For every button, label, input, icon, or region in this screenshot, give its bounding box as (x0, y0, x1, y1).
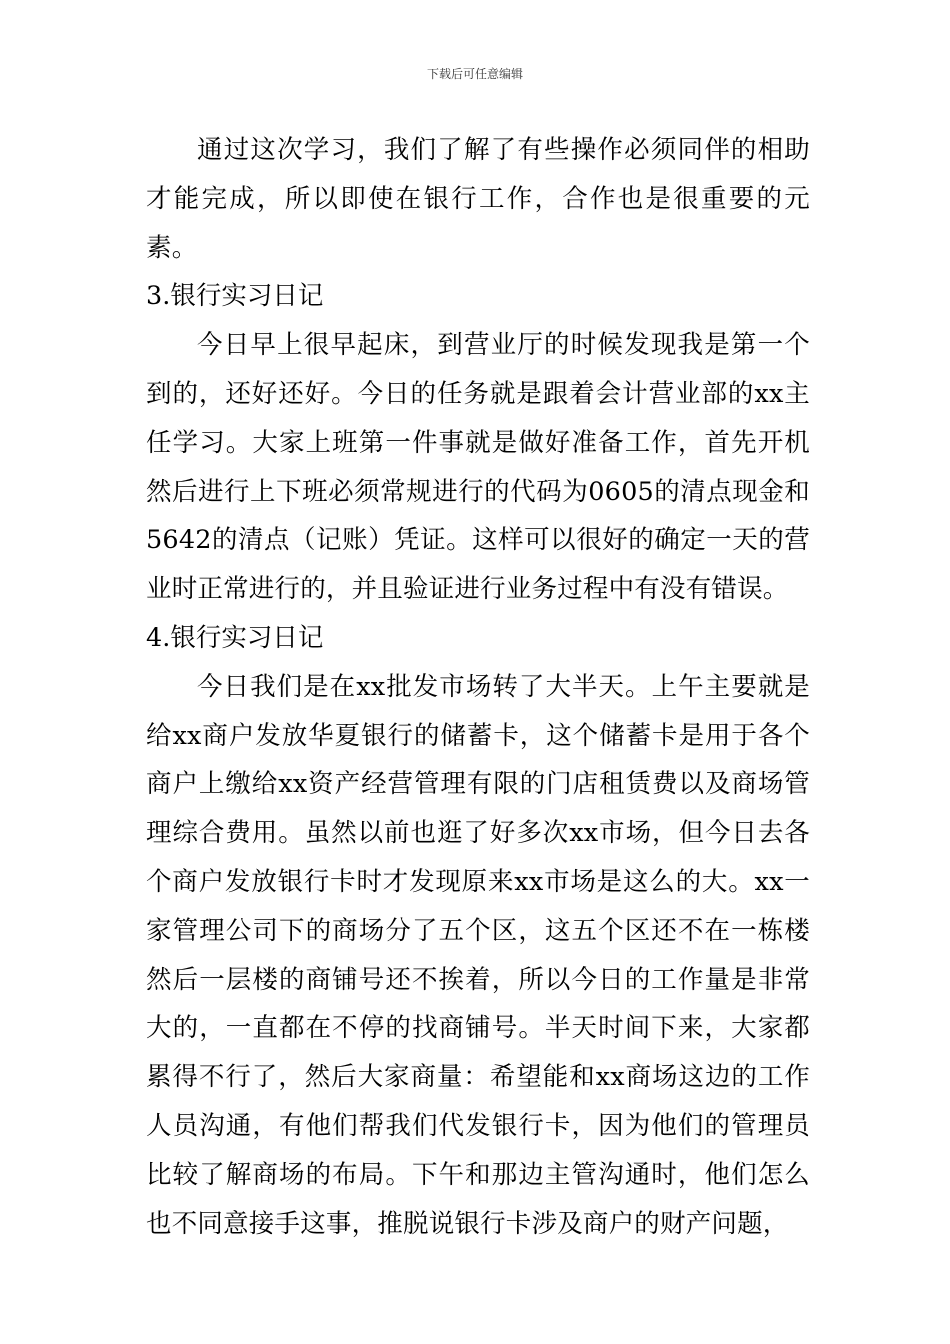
paragraph-cooperation: 通过这次学习，我们了解了有些操作必须同伴的相助才能完成，所以即使在银行工作，合作也是很重要的元素。 (146, 135, 810, 263)
section-heading-3: 3.银行实习日记 (146, 281, 324, 312)
page-header: 下载后可任意编辑 (426, 67, 523, 81)
paragraph-day4: 今日我们是在xx批发市场转了大半天。上午主要就是给xx商户发放华夏银行的储蓄卡，这个储蓄卡是用于各个商户上缴给xx资产经营管理有限的门店租赁费以及商场管理综合费用。虽然以前也逛了好多次xx市场，但今日去各个商户发放银行卡时才发现原来xx市场是这么的大。xx一家管理公司下的商场分了五个区，这五个区还不在一栋楼然后一层楼的商铺号还不挨着，所以今日的工作量是非常大的，一直都在不停的找商铺号。半天时间下来，大家都累得不行了，然后大家商量：希望能和xx商场这边的工作人员沟通，有他们帮我们代发银行卡，因为他们的管理员比较了解商场的布局。下午和那边主管沟通时，他们怎么也不同意接手这事，推脱说银行卡涉及商户的财产问题， (146, 671, 810, 1239)
document-body (146, 126, 810, 1248)
section-heading-4: 4.银行实习日记 (146, 622, 324, 653)
paragraph-day3: 今日早上很早起床，到营业厅的时候发现我是第一个到的，还好还好。今日的任务就是跟着会计营业部的xx主任学习。大家上班第一件事就是做好准备工作，首先开机然后进行上下班必须常规进行的代码为0605的清点现金和5642的清点（记账）凭证。这样可以很好的确定一天的营业时正常进行的，并且验证进行业务过程中有没有错误。 (146, 330, 810, 605)
